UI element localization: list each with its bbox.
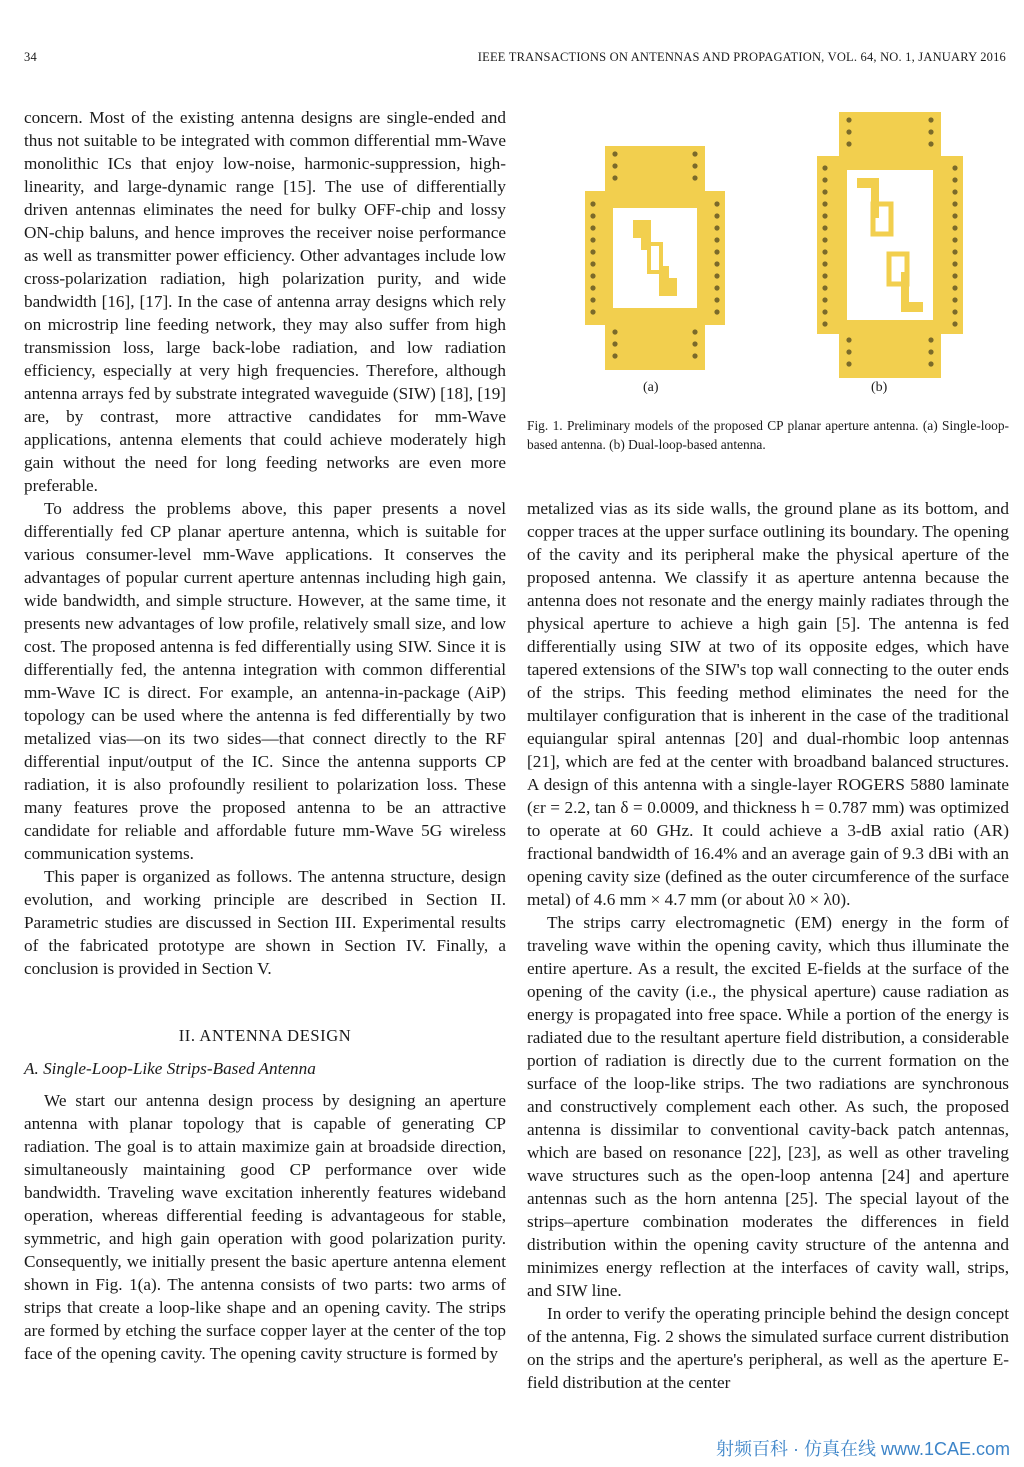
via-dot (612, 353, 617, 358)
via-dot (590, 261, 595, 266)
via-dot (692, 175, 697, 180)
paragraph: In order to verify the operating principle behind the design concept of the antenna, Fig. 2 shows the simulated surface current distribution on the strips and the aperture's peripheral, as well as the aperture E-field distribution at the center (527, 1304, 1009, 1392)
paragraph: We start our antenna design process by designing an aperture antenna with planar topology that is capable of generating CP radiation. The goal is to attain maximize gain at broadside direction, simultaneously maintaining good CP performance over wide bandwidth. Traveling wave excitation inherently features wideband operation, whereas differential feeding is advantageous for stable, symmetric, and high gain operation with good polarization purity. Consequently, we initially present the basic aperture antenna element shown in Fig. 1(a). The antenna consists of two parts: two arms of strips that create a loop-like shape and an opening cavity. The strips are formed by etching the surface copper layer at the center of the top face of the opening cavity. The opening cavity structure is formed by (24, 1091, 506, 1363)
via-dot (590, 273, 595, 278)
via-dot (952, 309, 957, 314)
via-dot (952, 201, 957, 206)
via-dot (952, 189, 957, 194)
via-dot (822, 177, 827, 182)
via-dot (692, 163, 697, 168)
right-column (527, 497, 1009, 1394)
page-header (24, 50, 1006, 70)
paragraph: metalized vias as its side walls, the ground plane as its bottom, and copper traces at the upper surface outlining its boundary. The opening of the cavity and its peripheral make the physical aperture of the proposed antenna. We classify it as aperture antenna because the antenna does not resonate and the energy mainly radiates through the physical aperture to achieve a high gain [5]. The antenna is fed differentially using SIW at two of its opposite edges, which have tapered extensions of the SIW's top wall connecting to the outer ends of the strips. This feeding method eliminates the need for the multilayer configuration that is inherent in the case of the traditional equiangular spiral antennas [20] and dual-rhombic loop antennas [21], which are fed at the center with broadband balanced structures. A design of this antenna with a single-layer ROGERS 5880 laminate (εr = 2.2, tan δ = 0.0009, and thickness h = 0.787 mm) was optimized to operate at 60 GHz. It could achieve a 3-dB axial ratio (AR) fractional bandwidth of 16.4% and an average gain of 9.3 dBi with an opening cavity size (defined as the outer circumference of the surface metal) of 4.6 mm × 4.7 mm (or about λ0 × λ0). (527, 499, 1009, 909)
left-column (24, 106, 506, 1365)
via-dot (714, 261, 719, 266)
via-dot (612, 175, 617, 180)
paragraph: To address the problems above, this paper presents a novel differentially fed CP planar aperture antenna, which is suitable for various consumer-level mm-Wave applications. It conserves the advantages of popular current aperture antennas including high gain, wide bandwidth, and simple structure. However, at the same time, it presents new advantages of low profile, relatively small size, and low cost. The proposed antenna is fed differentially using SIW. Since it is differentially fed, the antenna integration with common differential mm-Wave IC is direct. For example, an antenna-in-package (AiP) topology can be used where the antenna is fed differentially by two metalized vias—on its two sides—that connect directly to the RF differential input/output of the IC. Since the antenna supports CP radiation, it is also profoundly resilient to polarization loss. These many features prove the proposed antenna to be an attractive candidate for reliable and affordable future mm-Wave 5G wireless communication systems. (24, 499, 506, 863)
paragraph: This paper is organized as follows. The antenna structure, design evolution, and working principle are described in Section II. Parametric studies are discussed in Section III. Experimental results of the fabricated prototype are shown in Section IV. Finally, a conclusion is provided in Section V. (24, 867, 506, 978)
via-dot (714, 213, 719, 218)
via-dot (714, 249, 719, 254)
via-dot (846, 129, 851, 134)
figure-label-b: (b) (871, 380, 888, 395)
figure-label-a: (a) (643, 380, 659, 395)
via-dot (692, 353, 697, 358)
via-dot (952, 165, 957, 170)
via-dot (952, 321, 957, 326)
via-dot (692, 329, 697, 334)
section-heading: II. ANTENNA DESIGN (178, 1026, 352, 1045)
aperture-opening (847, 170, 933, 320)
journal-running-head: IEEE TRANSACTIONS ON ANTENNAS AND PROPAGATION, VOL. 64, NO. 1, JANUARY 2016 (477, 50, 1006, 64)
via-dot (928, 361, 933, 366)
figure-caption: Fig. 1. Preliminary models of the proposed CP planar aperture antenna. (a) Single-loop-based antenna. (b) Dual-loop-based antenna. (527, 418, 1009, 452)
via-dot (952, 213, 957, 218)
via-dot (612, 163, 617, 168)
subsection-heading: A. Single-Loop-Like Strips-Based Antenna (24, 1059, 316, 1078)
via-dot (822, 213, 827, 218)
via-dot (612, 329, 617, 334)
via-dot (822, 273, 827, 278)
paragraph: concern. Most of the existing antenna designs are single-ended and thus not suitable to be integrated with common differential mm-Wave monolithic ICs that enjoy low-noise, harmonic-suppression, high-linearity, and large-dynamic range [15]. The use of differentially driven antennas eliminates the need for bulky OFF-chip and lossy ON-chip baluns, and hence improves the receiver noise performance as well as transmitter power efficiency. Other advantages include low cross-polarization radiation, high polarization purity, and wide bandwidth [16], [17]. In the case of antenna array designs which rely on microstrip line feeding network, they may also suffer from high transmission loss, large back-lobe radiation, and low radiation efficiency, especially at very high frequencies. Therefore, although antenna arrays fed by substrate integrated waveguide (SIW) [18], [19] are, by contrast, more attractive candidates for mm-Wave applications, antenna elements that could achieve moderately high gain without the need for long feeding networks are even more preferable. (24, 108, 507, 495)
via-dot (714, 285, 719, 290)
via-dot (846, 349, 851, 354)
paragraph: The strips carry electromagnetic (EM) energy in the form of traveling wave within the opening cavity, which thus illuminate the entire aperture. As a result, the excited E-fields at the surface of the opening of the cavity (i.e., the physical aperture) cause radiation as energy is propagated into free space. While a portion of the energy is radiated due to the resultant aperture field distribution, a considerable portion of radiation is directly due to the current formation on the surface of the loop-like strips. The two radiations are synchronous and constructively complement each other. As such, the proposed antenna is dissimilar to conventional cavity-back patch antennas, which are based on resonance [22], [23], as well as other traveling wave structures such as the open-loop antenna [24] and aperture antennas such as the horn antenna [25]. The special layout of the strips–aperture combination moderates the differences in field distribution within the opening cavity structure of the antenna and minimizes energy reflection at the interfaces of cavity wall, strips, and SIW line. (527, 913, 1009, 1300)
via-dot (822, 201, 827, 206)
via-dot (714, 273, 719, 278)
via-dot (822, 189, 827, 194)
via-dot (952, 225, 957, 230)
via-dot (822, 237, 827, 242)
via-dot (952, 261, 957, 266)
via-dot (612, 151, 617, 156)
via-dot (590, 309, 595, 314)
antenna-model-a (585, 146, 725, 370)
via-dot (822, 285, 827, 290)
via-dot (952, 249, 957, 254)
via-dot (612, 341, 617, 346)
aperture-opening (613, 208, 697, 308)
via-dot (846, 361, 851, 366)
figure-1 (527, 104, 1009, 474)
via-dot (952, 273, 957, 278)
via-dot (590, 213, 595, 218)
antenna-model-b (817, 112, 963, 378)
via-dot (846, 141, 851, 146)
via-dot (928, 141, 933, 146)
via-dot (714, 309, 719, 314)
via-dot (846, 117, 851, 122)
via-dot (822, 225, 827, 230)
via-dot (928, 129, 933, 134)
via-dot (928, 117, 933, 122)
via-dot (952, 237, 957, 242)
via-dot (714, 201, 719, 206)
via-dot (928, 349, 933, 354)
via-dot (692, 341, 697, 346)
via-dot (590, 285, 595, 290)
via-dot (952, 177, 957, 182)
watermark-logo: 射频百科 · 仿真在线 www.1CAE.com (716, 1435, 1010, 1461)
via-dot (822, 321, 827, 326)
via-dot (822, 309, 827, 314)
via-dot (822, 249, 827, 254)
via-dot (952, 285, 957, 290)
via-dot (714, 237, 719, 242)
via-dot (590, 225, 595, 230)
via-dot (928, 337, 933, 342)
via-dot (846, 337, 851, 342)
via-dot (590, 297, 595, 302)
via-dot (714, 225, 719, 230)
via-dot (822, 297, 827, 302)
via-dot (952, 297, 957, 302)
page-number: 34 (24, 50, 37, 64)
via-dot (590, 201, 595, 206)
via-dot (822, 261, 827, 266)
via-dot (692, 151, 697, 156)
via-dot (590, 237, 595, 242)
via-dot (822, 165, 827, 170)
via-dot (590, 249, 595, 254)
via-dot (714, 297, 719, 302)
